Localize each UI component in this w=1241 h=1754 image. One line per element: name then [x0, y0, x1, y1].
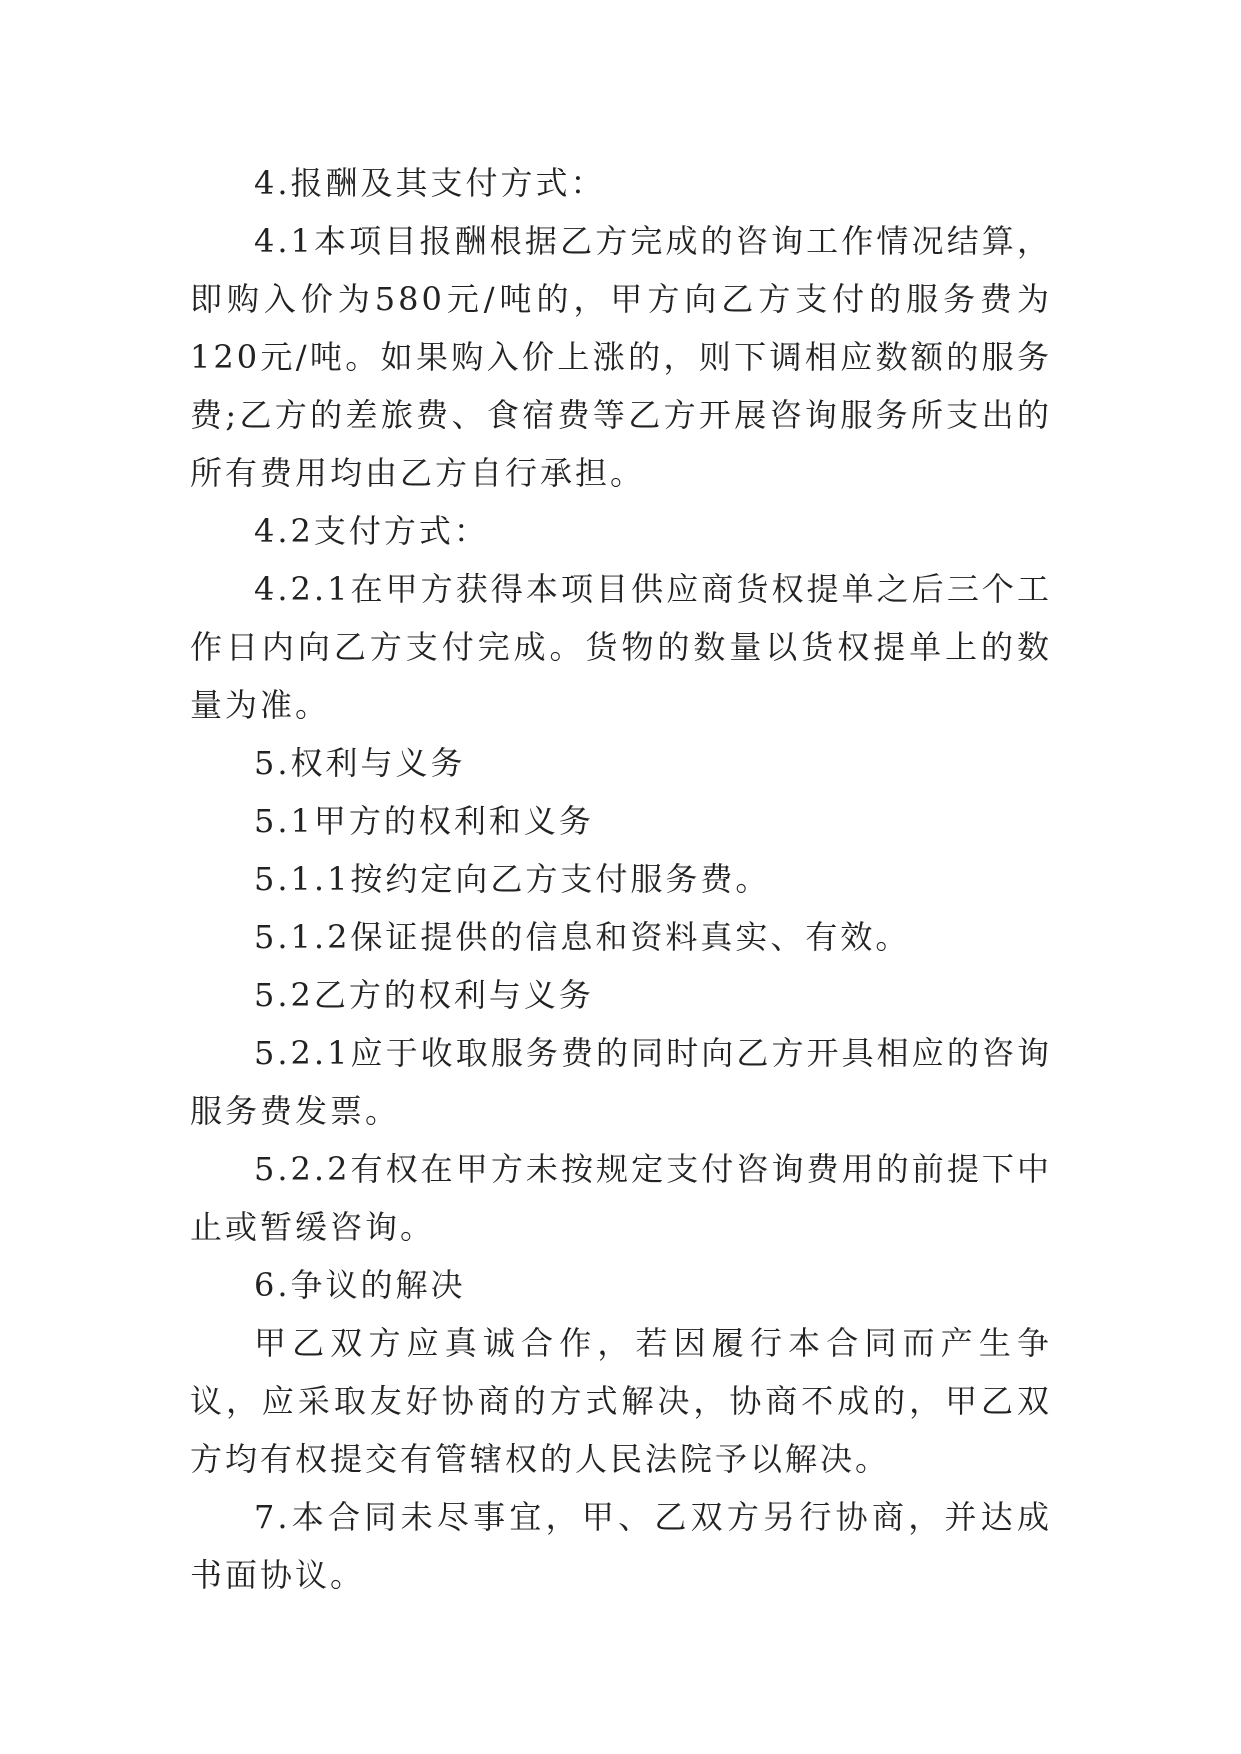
clause-5-2-2: 5.2.2有权在甲方未按规定支付咨询费用的前提下中止或暂缓咨询。 — [190, 1150, 1052, 1246]
clause-5-2: 5.2乙方的权利与义务 — [254, 976, 594, 1014]
section-4-heading: 4.报酬及其支付方式： — [254, 164, 606, 202]
clause-5-1-2: 5.1.2保证提供的信息和资料真实、有效。 — [254, 918, 911, 956]
document-page — [190, 154, 1052, 1604]
clause-4-2: 4.2支付方式： — [254, 512, 489, 550]
section-7: 7.本合同未尽事宜，甲、乙双方另行协商，并达成书面协议。 — [190, 1498, 1052, 1594]
clause-5-1: 5.1甲方的权利和义务 — [254, 802, 594, 840]
clause-5-2-1: 5.2.1应于收取服务费的同时向乙方开具相应的咨询服务费发票。 — [190, 1034, 1052, 1130]
clause-5-1-1: 5.1.1按约定向乙方支付服务费。 — [254, 860, 771, 898]
clause-4-2-1: 4.2.1在甲方获得本项目供应商货权提单之后三个工作日内向乙方支付完成。货物的数量以货权提单上的数量为准。 — [190, 570, 1052, 724]
clause-4-1: 4.1本项目报酬根据乙方完成的咨询工作情况结算，即购入价为580元/吨的，甲方向乙方支付的服务费为120元/吨。如果购入价上涨的，则下调相应数额的服务费;乙方的差旅费、食宿费等乙方开展咨询服务所支出的所有费用均由乙方自行承担。 — [190, 222, 1052, 492]
section-5-heading: 5.权利与义务 — [254, 744, 466, 782]
section-6-body: 甲乙双方应真诚合作，若因履行本合同而产生争议，应采取友好协商的方式解决，协商不成的，甲乙双方均有权提交有管辖权的人民法院予以解决。 — [190, 1324, 1052, 1478]
section-6-heading: 6.争议的解决 — [254, 1266, 466, 1304]
